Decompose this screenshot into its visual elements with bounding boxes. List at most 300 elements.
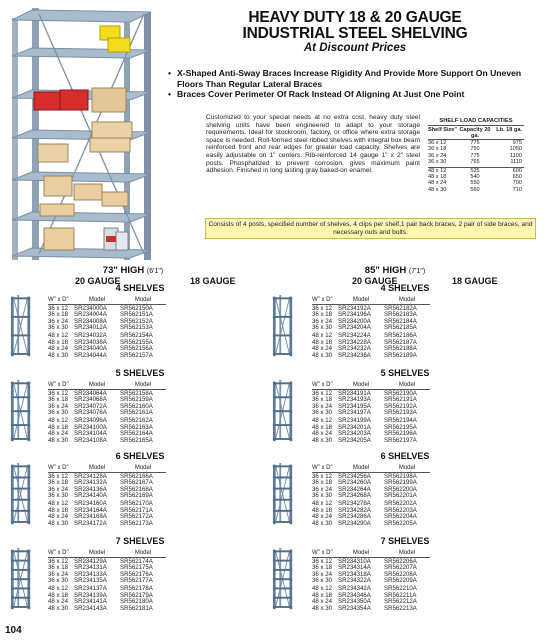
model-table-header: [312, 550, 430, 557]
size-cell: 36 x 18: [312, 311, 332, 319]
size-cell: 36 x 30: [312, 492, 332, 500]
model-20ga-cell: SR234140A: [74, 492, 107, 500]
size-cell: 36 x 18: [48, 396, 68, 404]
model-18ga-cell: SR562157A: [120, 351, 153, 359]
model-20ga-cell: SR234256A: [338, 472, 371, 480]
model-18ga-cell: SR562155A: [120, 338, 153, 346]
table-row: [312, 578, 430, 585]
size-cell: 48 x 24: [312, 598, 332, 606]
header-model-20ga: Model: [352, 465, 370, 471]
model-18ga-cell: SR562173A: [120, 519, 153, 527]
shelves-count-title: 4 SHELVES: [115, 283, 165, 293]
model-20ga-cell: SR234072A: [74, 402, 107, 410]
model-18ga-cell: SR562179A: [120, 591, 153, 599]
size-cell: 36 x 30: [48, 492, 68, 500]
model-20ga-cell: SR234350A: [338, 598, 371, 606]
size-cell: 48 x 12: [312, 417, 332, 425]
shelves-count-title: 4 SHELVES: [380, 283, 430, 293]
model-table-header: [48, 382, 166, 389]
model-table: [312, 297, 430, 359]
capacity-size: 36 x 24: [428, 152, 447, 159]
header-size: W" x D": [48, 297, 69, 303]
model-18ga-cell: SR562197A: [384, 436, 417, 444]
size-cell: 48 x 12: [312, 500, 332, 508]
table-row: [312, 493, 430, 500]
model-18ga-cell: SR562159A: [120, 396, 153, 404]
model-18ga-cell: SR562150A: [120, 304, 153, 312]
model-18ga-cell: SR562210A: [384, 585, 417, 593]
shelves-count-title: 6 SHELVES: [115, 451, 165, 461]
model-18ga-cell: SR562156A: [120, 345, 153, 353]
model-table: [48, 297, 166, 359]
size-cell: 36 x 24: [312, 317, 332, 325]
size-cell: 36 x 12: [48, 389, 68, 397]
col-capacity-20: Capacity 20 ga.: [459, 127, 491, 139]
capacity-size: 48 x 18: [428, 174, 447, 181]
capacity-size: 48 x 24: [428, 180, 447, 187]
size-cell: 48 x 18: [48, 506, 68, 514]
size-cell: 48 x 24: [48, 598, 68, 606]
capacity-size: 48 x 30: [428, 186, 447, 193]
model-18ga-cell: SR562188A: [384, 345, 417, 353]
capacity-row: [428, 167, 524, 174]
capacity-row: [428, 187, 524, 193]
model-20ga-cell: SR234168A: [74, 513, 107, 521]
model-table: [312, 550, 430, 612]
height-feet: (7'1"): [408, 268, 426, 275]
model-18ga-cell: SR562209A: [384, 577, 417, 585]
model-18ga-cell: SR562160A: [120, 402, 153, 410]
size-cell: 48 x 24: [48, 345, 68, 353]
model-18ga-cell: SR562185A: [384, 324, 417, 332]
table-row: [48, 521, 166, 528]
size-cell: 36 x 18: [312, 479, 332, 487]
size-cell: 36 x 30: [312, 409, 332, 417]
table-row: [48, 606, 166, 613]
header-model-18ga: Model: [398, 550, 416, 556]
col-capacity-18: Lb. 18 ga.: [496, 127, 522, 133]
size-cell: 48 x 18: [312, 591, 332, 599]
size-cell: 48 x 30: [312, 351, 332, 359]
capacity-18ga: 1100: [509, 152, 522, 159]
header-model-18ga: Model: [134, 465, 152, 471]
table-row: [48, 493, 166, 500]
model-18ga-cell: SR562169A: [120, 492, 153, 500]
model-20ga-cell: SR234205A: [338, 436, 371, 444]
model-20ga-cell: SR234108A: [74, 436, 107, 444]
feature-bullet: • X-Shaped Anti-Sway Braces Increase Rigidity And Provide More Support On Uneven Floors Than Regular Lateral Braces: [168, 68, 540, 89]
model-20ga-cell: SR234096A: [74, 417, 107, 425]
model-18ga-cell: SR562212A: [384, 598, 417, 606]
size-cell: 36 x 12: [48, 472, 68, 480]
header-model-20ga: Model: [88, 297, 106, 303]
model-18ga-cell: SR562193A: [384, 409, 417, 417]
size-cell: 48 x 12: [312, 332, 332, 340]
size-cell: 36 x 24: [312, 402, 332, 410]
header-size: W" x D": [48, 550, 69, 556]
model-20ga-cell: SR234128A: [74, 472, 107, 480]
size-cell: 36 x 18: [312, 564, 332, 572]
header-model-18ga: Model: [398, 297, 416, 303]
model-18ga-cell: SR562205A: [384, 519, 417, 527]
capacity-table-header: [428, 126, 524, 140]
height-feet: (6'1"): [146, 268, 164, 275]
model-18ga-cell: SR562187A: [384, 338, 417, 346]
shelving-rack-icon: [272, 463, 294, 525]
model-20ga-cell: SR234164A: [74, 506, 107, 514]
model-20ga-cell: SR234132A: [74, 479, 107, 487]
model-18ga-cell: SR562154A: [120, 332, 153, 340]
size-cell: 36 x 30: [312, 577, 332, 585]
model-18ga-cell: SR562181A: [120, 604, 153, 612]
model-20ga-cell: SR234260A: [338, 479, 371, 487]
model-20ga-cell: SR234143A: [74, 604, 107, 612]
header-model-20ga: Model: [352, 297, 370, 303]
size-cell: 36 x 12: [48, 304, 68, 312]
size-cell: 48 x 18: [48, 423, 68, 431]
size-cell: 48 x 24: [312, 345, 332, 353]
table-row: [312, 353, 430, 360]
size-cell: 48 x 30: [48, 351, 68, 359]
feature-bullet: • Braces Cover Perimeter Of Rack Instead Of Aligning At Just One Point: [168, 89, 540, 100]
table-row: [48, 438, 166, 445]
model-18ga-cell: SR562163A: [120, 423, 153, 431]
capacity-18ga: 700: [512, 180, 522, 187]
model-20ga-cell: SR234232A: [338, 345, 371, 353]
model-20ga-cell: SR234354A: [338, 604, 371, 612]
shelving-rack-icon: [272, 548, 294, 610]
gauge-20-label: 20 GAUGE: [352, 276, 398, 286]
model-20ga-cell: SR234268A: [338, 492, 371, 500]
model-20ga-cell: SR234346A: [338, 591, 371, 599]
model-20ga-cell: SR234104A: [74, 430, 107, 438]
table-row: [48, 578, 166, 585]
gauge-18-label: 18 GAUGE: [190, 276, 236, 286]
model-20ga-cell: SR234036A: [74, 338, 107, 346]
size-cell: 36 x 30: [48, 577, 68, 585]
model-18ga-cell: SR562180A: [120, 598, 153, 606]
model-20ga-cell: SR234290A: [338, 519, 371, 527]
model-18ga-cell: SR562176A: [120, 570, 153, 578]
size-cell: 48 x 12: [48, 500, 68, 508]
table-row: [312, 438, 430, 445]
model-table: [312, 465, 430, 527]
header-model-20ga: Model: [88, 550, 106, 556]
height-85-heading: [340, 265, 450, 276]
model-18ga-cell: SR562153A: [120, 324, 153, 332]
size-cell: 36 x 12: [312, 557, 332, 565]
model-18ga-cell: SR562166A: [120, 472, 153, 480]
size-cell: 36 x 12: [312, 304, 332, 312]
model-18ga-cell: SR562171A: [120, 506, 153, 514]
capacity-20ga: 775: [470, 140, 480, 146]
model-20ga-cell: SR234040A: [74, 345, 107, 353]
size-cell: 48 x 18: [48, 338, 68, 346]
header-model-18ga: Model: [134, 297, 152, 303]
model-20ga-cell: SR234100A: [74, 423, 107, 431]
shelf-load-capacity-table: [428, 118, 524, 193]
model-18ga-cell: SR562204A: [384, 513, 417, 521]
size-cell: 36 x 12: [48, 557, 68, 565]
size-cell: 48 x 24: [48, 513, 68, 521]
capacity-size: 36 x 30: [428, 159, 447, 166]
model-20ga-cell: SR234203A: [338, 430, 371, 438]
shelves-count-title: 6 SHELVES: [380, 451, 430, 461]
size-cell: 36 x 12: [312, 472, 332, 480]
model-20ga-cell: SR234264A: [338, 485, 371, 493]
col-shelf-size: Shelf Size": [428, 127, 458, 133]
model-18ga-cell: SR562168A: [120, 485, 153, 493]
model-18ga-cell: SR562178A: [120, 585, 153, 593]
model-18ga-cell: SR562192A: [384, 402, 417, 410]
capacity-18ga: 975: [512, 140, 522, 146]
table-row: [48, 410, 166, 417]
shelving-rack-icon: [10, 463, 32, 525]
size-cell: 36 x 12: [312, 389, 332, 397]
capacity-20ga: 775: [470, 152, 480, 159]
shelving-rack-icon: [10, 295, 32, 357]
gauge-18-label: 18 GAUGE: [452, 276, 498, 286]
size-cell: 36 x 18: [48, 564, 68, 572]
shelves-count-title: 7 SHELVES: [115, 536, 165, 546]
size-cell: 48 x 18: [312, 506, 332, 514]
page-title-line-2: INDUSTRIAL STEEL SHELVING: [242, 25, 468, 42]
table-row: [312, 606, 430, 613]
capacity-20ga: 525: [470, 167, 480, 174]
header-model-20ga: Model: [88, 382, 106, 388]
size-cell: 36 x 18: [48, 311, 68, 319]
model-18ga-cell: SR562152A: [120, 317, 153, 325]
size-cell: 48 x 12: [312, 585, 332, 593]
model-table: [312, 382, 430, 444]
header-size: W" x D": [312, 382, 333, 388]
model-18ga-cell: SR562206A: [384, 557, 417, 565]
size-cell: 36 x 18: [48, 479, 68, 487]
model-20ga-cell: SR234160A: [74, 500, 107, 508]
size-cell: 36 x 24: [48, 570, 68, 578]
product-description: Customized to your special needs at no extra cost, heavy duty steel shelving units have been engineered to adapt to your storage requirements. Ideal for stockroom, factory, or office where extra storage space is needed. Roll-formed steel ribbed shelves with integral box beam reinforced front and rear edges for greater load capacity. Shelves are easily adjustable on 1" centers. Rib-reinforced 14 gauge 1" x 2" steel posts. Phosphatized to prevent corrosion, gives maximum paint adhesion. Finished in long lasting gray baked-on enamel.: [206, 114, 420, 175]
model-20ga-cell: SR234008A: [74, 317, 107, 325]
header-model-18ga: Model: [134, 382, 152, 388]
header-model-18ga: Model: [398, 382, 416, 388]
capacity-20ga: 765: [470, 159, 480, 166]
model-20ga-cell: SR234224A: [338, 332, 371, 340]
size-cell: 36 x 24: [48, 317, 68, 325]
size-cell: 36 x 24: [312, 485, 332, 493]
table-row: [48, 325, 166, 332]
capacity-size: 36 x 18: [428, 146, 447, 153]
capacity-18ga: 1050: [509, 146, 522, 153]
model-18ga-cell: SR562200A: [384, 485, 417, 493]
page-title-line-1: HEAVY DUTY 18 & 20 GAUGE: [248, 9, 462, 26]
size-cell: 48 x 24: [48, 430, 68, 438]
capacity-18ga: 710: [512, 186, 522, 193]
model-20ga-cell: SR234286A: [338, 513, 371, 521]
shelving-rack-icon: [272, 295, 294, 357]
table-row: [48, 353, 166, 360]
shelves-count-title: 7 SHELVES: [380, 536, 430, 546]
size-cell: 36 x 30: [312, 324, 332, 332]
size-cell: 48 x 12: [48, 332, 68, 340]
model-20ga-cell: SR234000A: [74, 304, 107, 312]
model-18ga-cell: SR562190A: [384, 389, 417, 397]
size-cell: 48 x 30: [312, 436, 332, 444]
table-row: [312, 410, 430, 417]
model-18ga-cell: SR562165A: [120, 436, 153, 444]
gauge-20-label: 20 GAUGE: [75, 276, 121, 286]
model-18ga-cell: SR562195A: [384, 423, 417, 431]
model-18ga-cell: SR562201A: [384, 492, 417, 500]
header-size: W" x D": [48, 465, 69, 471]
shelving-rack-icon: [272, 380, 294, 442]
header-size: W" x D": [312, 465, 333, 471]
size-cell: 48 x 12: [48, 585, 68, 593]
model-table-header: [312, 465, 430, 472]
size-cell: 36 x 24: [48, 402, 68, 410]
height-label: 73" HIGH: [102, 265, 145, 276]
model-20ga-cell: SR234310A: [338, 557, 371, 565]
model-20ga-cell: SR234004A: [74, 311, 107, 319]
height-label: 85" HIGH: [364, 265, 407, 276]
model-table-header: [48, 465, 166, 472]
table-row: [312, 325, 430, 332]
model-20ga-cell: SR234131A: [74, 564, 107, 572]
model-table: [48, 550, 166, 612]
size-cell: 48 x 24: [312, 513, 332, 521]
size-cell: 36 x 30: [48, 409, 68, 417]
model-20ga-cell: SR234137A: [74, 585, 107, 593]
model-20ga-cell: SR234201A: [338, 423, 371, 431]
model-20ga-cell: SR234141A: [74, 598, 107, 606]
model-18ga-cell: SR562213A: [384, 604, 417, 612]
model-table-header: [48, 297, 166, 304]
model-20ga-cell: SR234278A: [338, 500, 371, 508]
capacity-18ga: 1110: [510, 159, 522, 166]
model-18ga-cell: SR562207A: [384, 564, 417, 572]
size-cell: 48 x 30: [48, 436, 68, 444]
model-20ga-cell: SR234228A: [338, 338, 371, 346]
model-20ga-cell: SR234044A: [74, 351, 107, 359]
model-20ga-cell: SR234236A: [338, 351, 371, 359]
size-cell: 48 x 30: [312, 519, 332, 527]
model-18ga-cell: SR562203A: [384, 506, 417, 514]
model-18ga-cell: SR562158A: [120, 389, 153, 397]
model-18ga-cell: SR562184A: [384, 317, 417, 325]
model-table-header: [48, 550, 166, 557]
capacity-20ga: 560: [470, 186, 480, 193]
size-cell: 48 x 30: [48, 519, 68, 527]
model-20ga-cell: SR234318A: [338, 570, 371, 578]
model-20ga-cell: SR234192A: [338, 304, 371, 312]
model-20ga-cell: SR234172A: [74, 519, 107, 527]
model-18ga-cell: SR562175A: [120, 564, 153, 572]
model-table: [48, 382, 166, 444]
size-cell: 36 x 30: [48, 324, 68, 332]
model-18ga-cell: SR562170A: [120, 500, 153, 508]
model-18ga-cell: SR562186A: [384, 332, 417, 340]
model-18ga-cell: SR562164A: [120, 430, 153, 438]
header-model-18ga: Model: [398, 465, 416, 471]
model-20ga-cell: SR234200A: [338, 317, 371, 325]
header-model-20ga: Model: [352, 550, 370, 556]
size-cell: 48 x 12: [48, 417, 68, 425]
page-subtitle: At Discount Prices: [303, 42, 407, 54]
table-row: [312, 521, 430, 528]
feature-bullets: [168, 68, 540, 100]
model-20ga-cell: SR234012A: [74, 324, 107, 332]
model-18ga-cell: SR562174A: [120, 557, 153, 565]
model-20ga-cell: SR234129A: [74, 557, 107, 565]
model-20ga-cell: SR234064A: [74, 389, 107, 397]
model-18ga-cell: SR562211A: [384, 591, 417, 599]
size-cell: 48 x 18: [312, 423, 332, 431]
model-20ga-cell: SR234068A: [74, 396, 107, 404]
model-20ga-cell: SR234196A: [338, 311, 371, 319]
model-18ga-cell: SR562172A: [120, 513, 153, 521]
size-cell: 36 x 24: [312, 570, 332, 578]
size-cell: 48 x 30: [312, 604, 332, 612]
model-18ga-cell: SR562196A: [384, 430, 417, 438]
model-table-header: [312, 382, 430, 389]
size-cell: 48 x 24: [312, 430, 332, 438]
consists-note: Consists of 4 posts, specified number of shelves, 4 clips per shelf,1 pair back braces, 2 pair of side braces, and necessary nuts and bolts.: [205, 218, 536, 239]
model-18ga-cell: SR562177A: [120, 577, 153, 585]
model-20ga-cell: SR234282A: [338, 506, 371, 514]
capacity-20ga: 540: [470, 174, 480, 181]
model-20ga-cell: SR234314A: [338, 564, 371, 572]
model-20ga-cell: SR234322A: [338, 577, 371, 585]
model-20ga-cell: SR234136A: [74, 485, 107, 493]
capacity-20ga: 750: [470, 146, 480, 153]
shelves-count-title: 5 SHELVES: [115, 368, 165, 378]
model-table: [48, 465, 166, 527]
model-18ga-cell: SR562194A: [384, 417, 417, 425]
shelving-unit-photo: [4, 4, 166, 264]
model-18ga-cell: SR562161A: [120, 409, 153, 417]
capacity-18ga: 650: [512, 174, 522, 181]
model-20ga-cell: SR234139A: [74, 591, 107, 599]
model-20ga-cell: SR234135A: [74, 577, 107, 585]
model-18ga-cell: SR562182A: [384, 304, 417, 312]
model-20ga-cell: SR234195A: [338, 402, 371, 410]
header-size: W" x D": [48, 382, 69, 388]
header-model-20ga: Model: [352, 382, 370, 388]
model-table-header: [312, 297, 430, 304]
shelving-rack-icon: [10, 380, 32, 442]
size-cell: 48 x 18: [48, 591, 68, 599]
model-18ga-cell: SR562191A: [384, 396, 417, 404]
shelving-rack-icon: [10, 548, 32, 610]
model-18ga-cell: SR562162A: [120, 417, 153, 425]
model-20ga-cell: SR234197A: [338, 409, 371, 417]
model-20ga-cell: SR234342A: [338, 585, 371, 593]
capacity-size: 36 x 12: [428, 140, 447, 146]
size-cell: 48 x 30: [48, 604, 68, 612]
model-18ga-cell: SR562167A: [120, 479, 153, 487]
model-18ga-cell: SR562183A: [384, 311, 417, 319]
header-model-18ga: Model: [134, 550, 152, 556]
header-size: W" x D": [312, 297, 333, 303]
model-18ga-cell: SR562151A: [120, 311, 153, 319]
capacity-size: 48 x 12: [428, 167, 447, 174]
model-20ga-cell: SR234076A: [74, 409, 107, 417]
model-20ga-cell: SR234133A: [74, 570, 107, 578]
size-cell: 36 x 18: [312, 396, 332, 404]
model-20ga-cell: SR234191A: [338, 389, 371, 397]
model-18ga-cell: SR562198A: [384, 472, 417, 480]
shelves-count-title: 5 SHELVES: [380, 368, 430, 378]
model-20ga-cell: SR234032A: [74, 332, 107, 340]
